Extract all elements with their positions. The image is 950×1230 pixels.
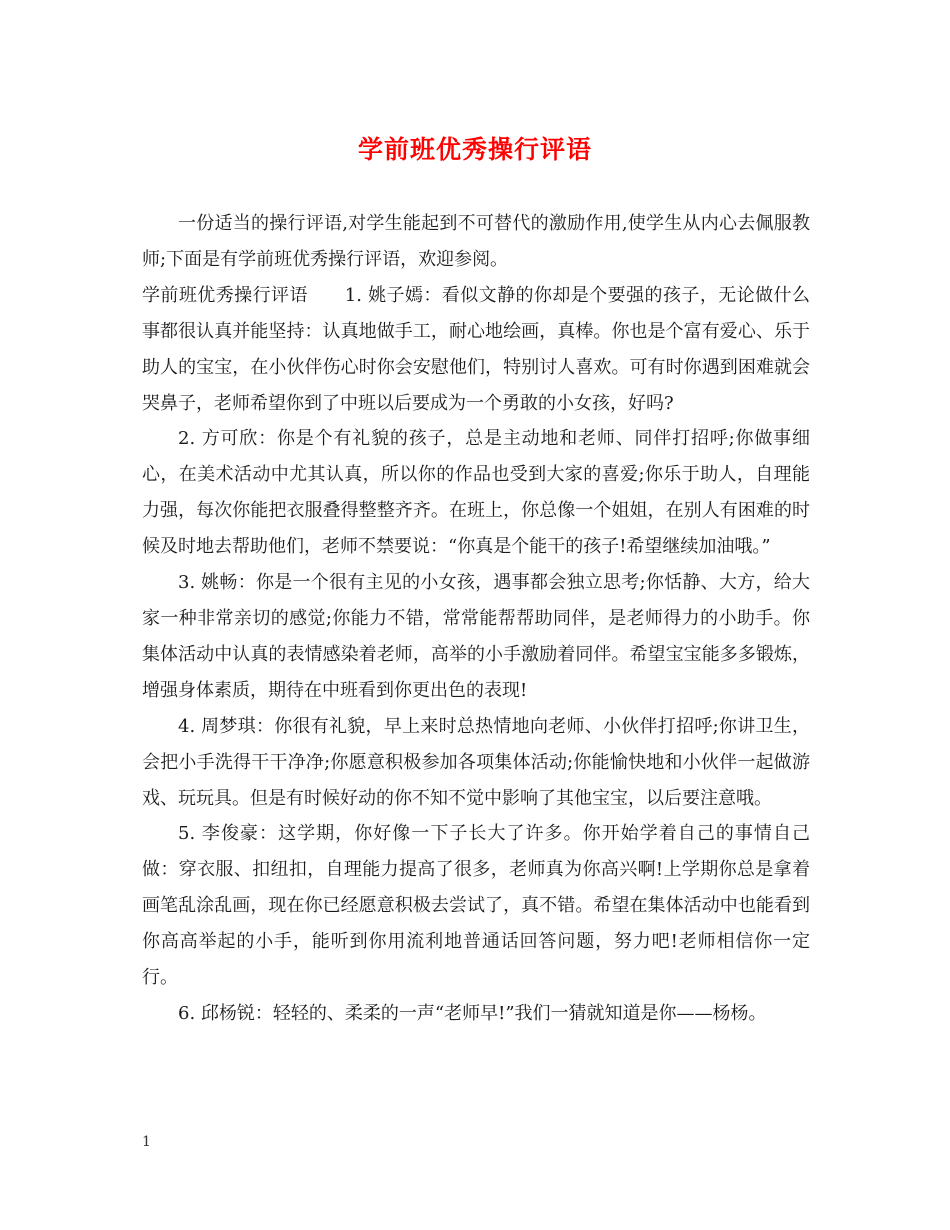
- comment-paragraph-3: 3. 姚畅：你是一个很有主见的小女孩，遇事都会独立思考;你恬静、大方，给大家一种非常亲切的感觉;你能力不错，常常能帮帮助同伴，是老师得力的小助手。你集体活动中认真的表情感染着老师，高举的小手激励着同伴。希望宝宝能多多锻炼，增强身体素质，期待在中班看到你更出色的表现!: [142, 572, 810, 701]
- comment-paragraph-5: 5. 李俊豪：这学期，你好像一下子长大了许多。你开始学着自己的事情自己做：穿衣服、扣纽扣，自理能力提高了很多，老师真为你高兴啊!上学期你总是拿着画笔乱涂乱画，现在你已经愿意积极去尝试了，真不错。希望在集体活动中也能看到你高高举起的小手，能听到你用流利地普通话回答问题，努力吧!老师相信你一定行。: [142, 823, 810, 989]
- comment-paragraph-6: 6. 邱杨锐：轻轻的、柔柔的一声“老师早!”我们一猜就知道是你——杨杨。: [178, 1002, 767, 1024]
- intro-paragraph: 一份适当的操行评语,对学生能起到不可替代的激励作用,使学生从内心去佩服教师;下面是有学前班优秀操行评语，欢迎参阅。: [142, 213, 810, 270]
- document-title: 学前班优秀操行评语: [357, 135, 592, 164]
- comment-paragraph-1: 学前班优秀操行评语 1. 姚子嫣：看似文静的你却是个要强的孩子，无论做什么事都很认真并能坚持：认真地做手工，耐心地绘画，真棒。你也是个富有爱心、乐于助人的宝宝，在小伙伴伤心时你会安慰他们，特别讨人喜欢。可有时你遇到困难就会哭鼻子，老师希望你到了中班以后要成为一个勇敢的小女孩，好吗?: [142, 284, 810, 414]
- comment-paragraph-2: 2. 方可欣：你是个有礼貌的孩子，总是主动地和老师、同伴打招呼;你做事细心，在美术活动中尤其认真，所以你的作品也受到大家的喜爱;你乐于助人，自理能力强，每次你能把衣服叠得整整齐齐。在班上，你总像一个姐姐，在别人有困难的时候及时地去帮助他们，老师不禁要说：“你真是个能干的孩子!希望继续加油哦。”: [142, 428, 810, 558]
- page-number: 1: [142, 1134, 151, 1150]
- comment-paragraph-4: 4. 周梦琪：你很有礼貌，早上来时总热情地向老师、小伙伴打招呼;你讲卫生，会把小手洗得干干净净;你愿意积极参加各项集体活动;你能愉快地和小伙伴一起做游戏、玩玩具。但是有时候好动的你不知不觉中影响了其他宝宝，以后要注意哦。: [142, 715, 810, 809]
- document-body: [142, 206, 810, 1032]
